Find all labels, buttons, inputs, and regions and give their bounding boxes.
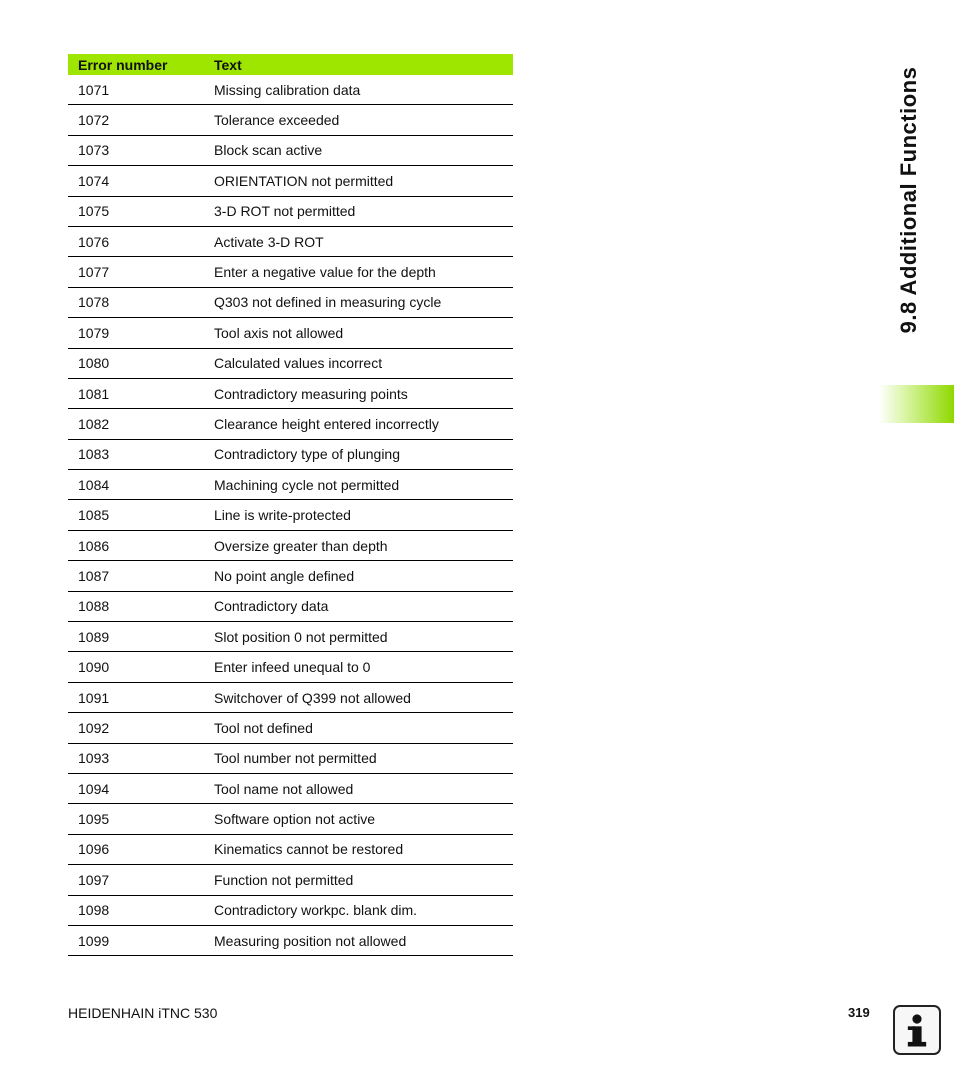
table-body (68, 75, 513, 956)
error-text-cell: Oversize greater than depth (214, 537, 388, 554)
error-number-cell: 1081 (78, 385, 110, 402)
table-row (68, 227, 513, 257)
table-row (68, 197, 513, 227)
error-text-cell: Tool number not permitted (214, 750, 377, 767)
table-row (68, 105, 513, 135)
page-number: 319 (848, 1005, 870, 1020)
table-row (68, 835, 513, 865)
error-text-cell: Line is write-protected (214, 507, 351, 524)
table-row (68, 926, 513, 956)
error-number-cell: 1087 (78, 567, 110, 584)
table-row (68, 804, 513, 834)
table-row (68, 622, 513, 652)
error-text-cell: Block scan active (214, 142, 323, 159)
error-number-cell: 1089 (78, 628, 110, 645)
table-row (68, 744, 513, 774)
error-number-cell: 1096 (78, 841, 110, 858)
error-text-cell: Activate 3-D ROT (214, 233, 324, 250)
table-row (68, 166, 513, 196)
error-number-cell: 1099 (78, 932, 110, 949)
error-text-cell: Contradictory type of plunging (214, 446, 400, 463)
error-number-cell: 1082 (78, 415, 110, 432)
error-number-cell: 1093 (78, 750, 110, 767)
error-number-cell: 1098 (78, 902, 110, 919)
error-table (68, 54, 513, 956)
error-text-cell: Tolerance exceeded (214, 112, 340, 129)
table-row (68, 561, 513, 591)
error-number-cell: 1090 (78, 659, 110, 676)
error-number-cell: 1097 (78, 871, 110, 888)
chapter-tab (879, 385, 954, 423)
table-row (68, 592, 513, 622)
error-text-cell: Contradictory measuring points (214, 385, 408, 402)
table-row (68, 318, 513, 348)
table-row (68, 288, 513, 318)
error-text-cell: Measuring position not allowed (214, 932, 407, 949)
error-number-cell: 1078 (78, 294, 110, 311)
error-text-cell: Enter a negative value for the depth (214, 264, 436, 281)
error-text-cell: Calculated values incorrect (214, 355, 383, 372)
error-number-cell: 1091 (78, 689, 110, 706)
header-error-number: Error number (78, 56, 168, 73)
table-row (68, 683, 513, 713)
table-row (68, 774, 513, 804)
table-row (68, 896, 513, 926)
error-number-cell: 1088 (78, 598, 110, 615)
error-text-cell: Missing calibration data (214, 81, 361, 98)
table-row (68, 531, 513, 561)
error-text-cell: No point angle defined (214, 567, 355, 584)
table-row (68, 257, 513, 287)
footer-product: HEIDENHAIN iTNC 530 (68, 1005, 218, 1021)
table-row (68, 865, 513, 895)
error-number-cell: 1075 (78, 203, 110, 220)
table-row (68, 75, 513, 105)
error-text-cell: 3-D ROT not permitted (214, 203, 356, 220)
error-text-cell: Tool name not allowed (214, 780, 354, 797)
table-row (68, 470, 513, 500)
table-row (68, 500, 513, 530)
error-text-cell: Slot position 0 not permitted (214, 628, 388, 645)
table-row (68, 136, 513, 166)
error-text-cell: Kinematics cannot be restored (214, 841, 404, 858)
error-text-cell: Contradictory data (214, 598, 329, 615)
error-number-cell: 1077 (78, 264, 110, 281)
error-number-cell: 1076 (78, 233, 110, 250)
error-number-cell: 1080 (78, 355, 110, 372)
error-text-cell: ORIENTATION not permitted (214, 172, 394, 189)
error-number-cell: 1092 (78, 719, 110, 736)
header-text: Text (214, 56, 242, 73)
error-text-cell: Function not permitted (214, 871, 354, 888)
error-text-cell: Tool axis not allowed (214, 324, 344, 341)
section-title-vertical (894, 50, 924, 350)
error-number-cell: 1074 (78, 172, 110, 189)
error-text-cell: Contradictory workpc. blank dim. (214, 902, 418, 919)
error-number-cell: 1079 (78, 324, 110, 341)
error-number-cell: 1084 (78, 476, 110, 493)
error-text-cell: Enter infeed unequal to 0 (214, 659, 371, 676)
table-header (68, 54, 513, 75)
error-number-cell: 1094 (78, 780, 110, 797)
table-row (68, 409, 513, 439)
table-row (68, 713, 513, 743)
error-number-cell: 1095 (78, 811, 110, 828)
error-number-cell: 1086 (78, 537, 110, 554)
error-text-cell: Tool not defined (214, 719, 313, 736)
info-icon (893, 1005, 941, 1055)
error-text-cell: Machining cycle not permitted (214, 476, 400, 493)
error-number-cell: 1071 (78, 81, 110, 98)
error-number-cell: 1072 (78, 112, 110, 129)
table-row (68, 440, 513, 470)
error-text-cell: Clearance height entered incorrectly (214, 415, 439, 432)
table-row (68, 652, 513, 682)
table-row (68, 379, 513, 409)
error-text-cell: Switchover of Q399 not allowed (214, 689, 411, 706)
section-title-text: 9.8 Additional Functions (896, 66, 921, 334)
table-row (68, 349, 513, 379)
error-number-cell: 1073 (78, 142, 110, 159)
error-text-cell: Software option not active (214, 811, 376, 828)
error-number-cell: 1083 (78, 446, 110, 463)
error-text-cell: Q303 not defined in measuring cycle (214, 294, 442, 311)
error-number-cell: 1085 (78, 507, 110, 524)
